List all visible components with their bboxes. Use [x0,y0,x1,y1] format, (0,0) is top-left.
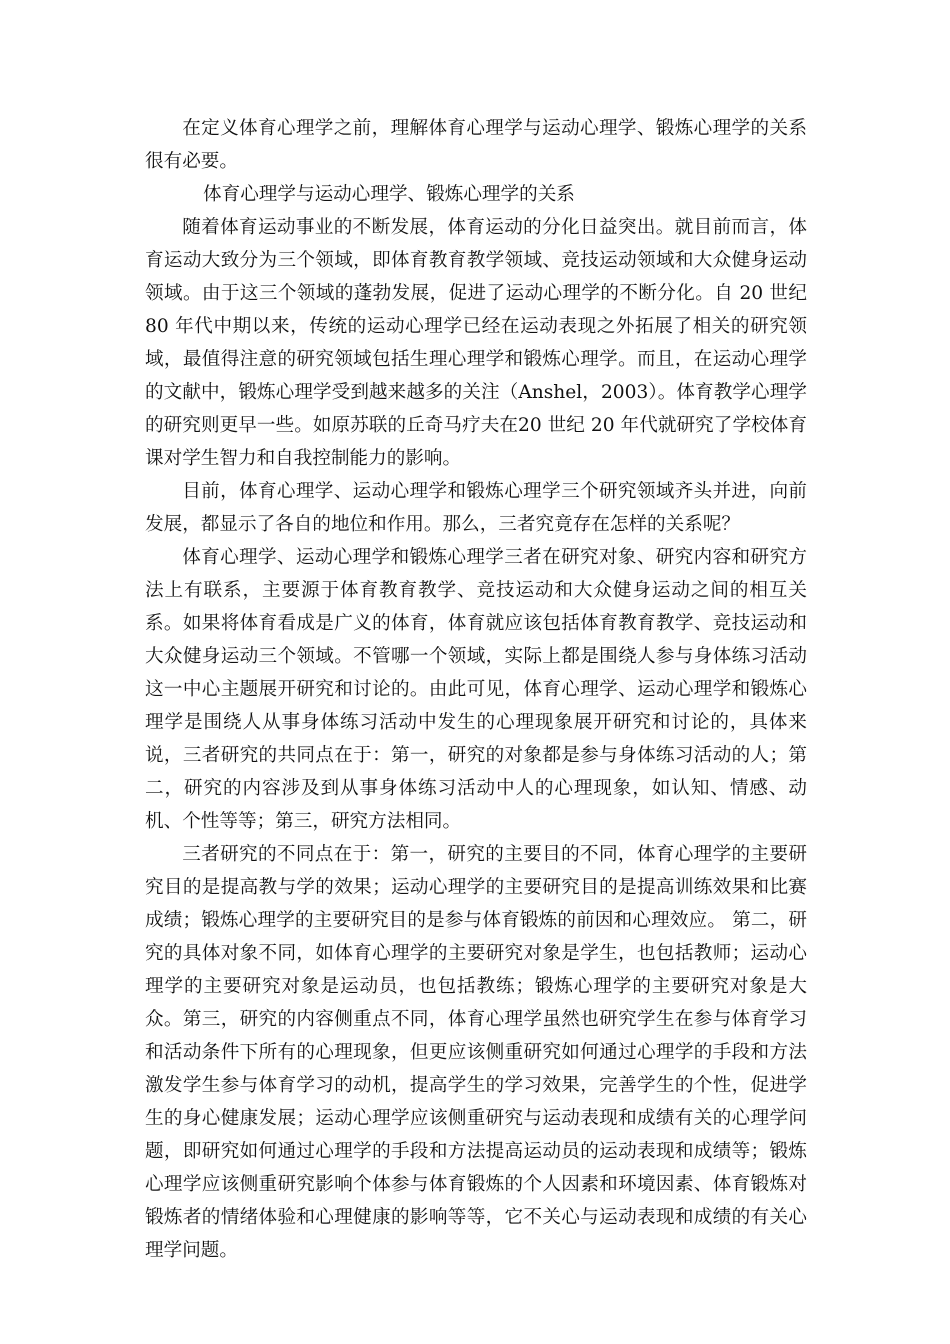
paragraph-differences: 三者研究的不同点在于：第一，研究的主要目的不同，体育心理学的主要研究目的是提高教与学的效果；运动心理学的主要研究目的是提高训练效果和比赛成绩；锻炼心理学的主要研究目的是参与体育锻炼的前因和心理效应。 第二，研究的具体对象不同，如体育心理学的主要研究对象是学生，也包括教师；运动心理学的主要研究对象是运动员，也包括教练；锻炼心理学的主要研究对象是大众。第三，研究的内容侧重点不同，体育心理学虽然也研究学生在参与体育学习和活动条件下所有的心理现象，但更应该侧重研究如何通过心理学的手段和方法激发学生参与体育学习的动机，提高学生的学习效果，完善学生的个性，促进学生的身心健康发展；运动心理学应该侧重研究与运动表现和成绩有关的心理学问题，即研究如何通过心理学的手段和方法提高运动员的运动表现和成绩等；锻炼心理学应该侧重研究影响个体参与体育锻炼的个人因素和环境因素、体育锻炼对锻炼者的情绪体验和心理健康的影响等等，它不关心与运动表现和成绩的有关心理学问题。 [145,844,807,1261]
paragraph-intro: 在定义体育心理学之前，理解体育心理学与运动心理学、锻炼心理学的关系很有必要。 [145,118,807,172]
paragraph-commonalities: 体育心理学、运动心理学和锻炼心理学三者在研究对象、研究内容和研究方法上有联系，主要源于体育教育教学、竞技运动和大众健身运动之间的相互关系。如果将体育看成是广义的体育，体育就应该包括体育教育教学、竞技运动和大众健身运动三个领域。不管哪一个领域，实际上都是围绕人参与身体练习活动这一中心主题展开研究和讨论的。由此可见，体育心理学、运动心理学和锻炼心理学是围绕人从事身体练习活动中发生的心理现象展开研究和讨论的，具体来说，三者研究的共同点在于：第一，研究的对象都是参与身体练习活动的人；第二，研究的内容涉及到从事身体练习活动中人的心理现象，如认知、情感、动机、个性等等；第三，研究方法相同。 [145,547,807,832]
document-body [145,112,807,1267]
paragraph-development: 随着体育运动事业的不断发展，体育运动的分化日益突出。就目前而言，体育运动大致分为三个领域，即体育教育教学领域、竞技运动领域和大众健身运动领域。由于这三个领域的蓬勃发展，促进了运动心理学的不断分化。自 20 世纪 80 年代中期以来，传统的运动心理学已经在运动表现之外拓展了相关的研究领域，最值得注意的研究领域包括生理心理学和锻炼心理学。而且，在运动心理学的文献中，锻炼心理学受到越来越多的关注（Anshel，2003）。体育教学心理学的研究则更早一些。如原苏联的丘奇马疗夫在20 世纪 20 年代就研究了学校体育课对学生智力和自我控制能力的影响。 [145,217,807,469]
paragraph-current-state: 目前，体育心理学、运动心理学和锻炼心理学三个研究领域齐头并进，向前发展，都显示了各自的地位和作用。那么，三者究竟存在怎样的关系呢？ [145,481,807,535]
section-heading: 体育心理学与运动心理学、锻炼心理学的关系 [203,184,575,205]
